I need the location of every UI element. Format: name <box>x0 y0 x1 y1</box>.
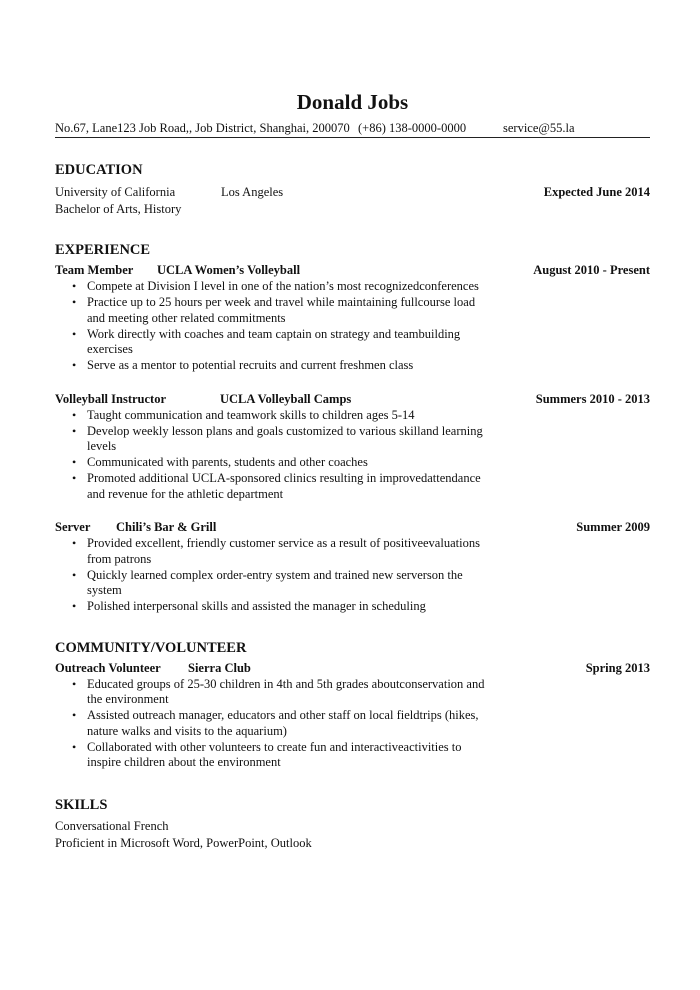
job-bullets <box>55 408 650 503</box>
volunteer-header-row <box>55 660 650 677</box>
education-date: Expected June 2014 <box>543 185 650 199</box>
volunteer-org: Sierra Club <box>188 660 251 675</box>
job-bullet: • Develop weekly lesson plans and goals customized to various skilland learning levels <box>55 424 495 455</box>
job-bullets <box>55 536 650 615</box>
job-bullet: • Practice up to 25 hours per week and travel while maintaining fullcourse load and meeting other related commitments <box>55 295 495 326</box>
job-bullet: • Promoted additional UCLA-sponsored clinics resulting in improvedattendance and revenue for the athletic department <box>55 471 495 502</box>
education-school-row <box>55 184 650 201</box>
community-heading: COMMUNITY/VOLUNTEER <box>55 639 247 656</box>
education-section <box>55 161 650 218</box>
experience-section <box>55 241 650 615</box>
education-degree: Bachelor of Arts, History <box>55 202 182 216</box>
job-role: Volleyball Instructor <box>55 391 166 406</box>
job-date: Summer 2009 <box>576 520 650 534</box>
job-bullet: • Quickly learned complex order-entry system and trained new serverson the system <box>55 568 495 599</box>
job-bullet: • Taught communication and teamwork skills to children ages 5-14 <box>55 408 495 424</box>
skill-item: Conversational French <box>55 818 169 833</box>
resume-page <box>55 88 650 852</box>
skills-heading: SKILLS <box>55 796 108 813</box>
job-entry <box>55 519 650 615</box>
volunteer-bullet: • Assisted outreach manager, educators and other staff on local fieldtrips (hikes, nature walks and visits to the aquarium) <box>55 708 495 739</box>
community-section <box>55 639 650 771</box>
education-location: Los Angeles <box>221 185 284 199</box>
job-entry <box>55 262 650 374</box>
job-bullets <box>55 279 650 374</box>
job-bullet: • Communicated with parents, students and other coaches <box>55 455 495 471</box>
experience-heading: EXPERIENCE <box>55 242 151 258</box>
contact-email: service@55.la <box>503 121 575 135</box>
education-school: University of California <box>55 185 176 199</box>
volunteer-bullet: • Collaborated with other volunteers to create fun and interactiveactivities to inspire children about the environment <box>55 740 495 771</box>
job-entry <box>55 391 650 503</box>
job-role: Server <box>55 520 91 534</box>
job-org: Chili’s Bar & Grill <box>116 520 217 534</box>
job-date: August 2010 - Present <box>533 263 650 277</box>
job-org: UCLA Volleyball Camps <box>220 391 352 406</box>
volunteer-bullets <box>55 677 650 771</box>
volunteer-entry <box>55 660 650 771</box>
job-header-row <box>55 391 650 408</box>
job-bullet: • Serve as a mentor to potential recruits and current freshmen class <box>55 358 495 374</box>
skills-section <box>55 796 650 852</box>
job-date: Summers 2010 - 2013 <box>535 391 650 406</box>
job-bullet: • Work directly with coaches and team captain on strategy and teambuilding exercises <box>55 327 495 358</box>
job-bullet: • Compete at Division I level in one of the nation’s most recognizedconferences <box>55 279 495 295</box>
job-header-row <box>55 519 650 536</box>
volunteer-role: Outreach Volunteer <box>55 660 161 675</box>
volunteer-bullet: • Educated groups of 25-30 children in 4th and 5th grades aboutconservation and the environment <box>55 677 495 708</box>
job-role: Team Member <box>55 263 134 277</box>
resume-name: Donald Jobs <box>296 90 409 114</box>
skills-list <box>55 818 650 852</box>
contact-address: No.67, Lane123 Job Road,, Job District, Shanghai, 200070 <box>55 121 350 135</box>
contact-phone: (+86) 138-0000-0000 <box>358 121 467 135</box>
job-bullet: • Polished interpersonal skills and assisted the manager in scheduling <box>55 599 495 615</box>
job-header-row <box>55 262 650 279</box>
job-org: UCLA Women’s Volleyball <box>157 263 301 277</box>
job-bullet: • Provided excellent, friendly customer service as a result of positiveevaluations from patrons <box>55 536 495 567</box>
contact-line <box>55 120 650 138</box>
skill-item: Proficient in Microsoft Word, PowerPoint, Outlook <box>55 835 312 850</box>
volunteer-date: Spring 2013 <box>585 660 650 675</box>
education-heading: EDUCATION <box>55 162 143 178</box>
